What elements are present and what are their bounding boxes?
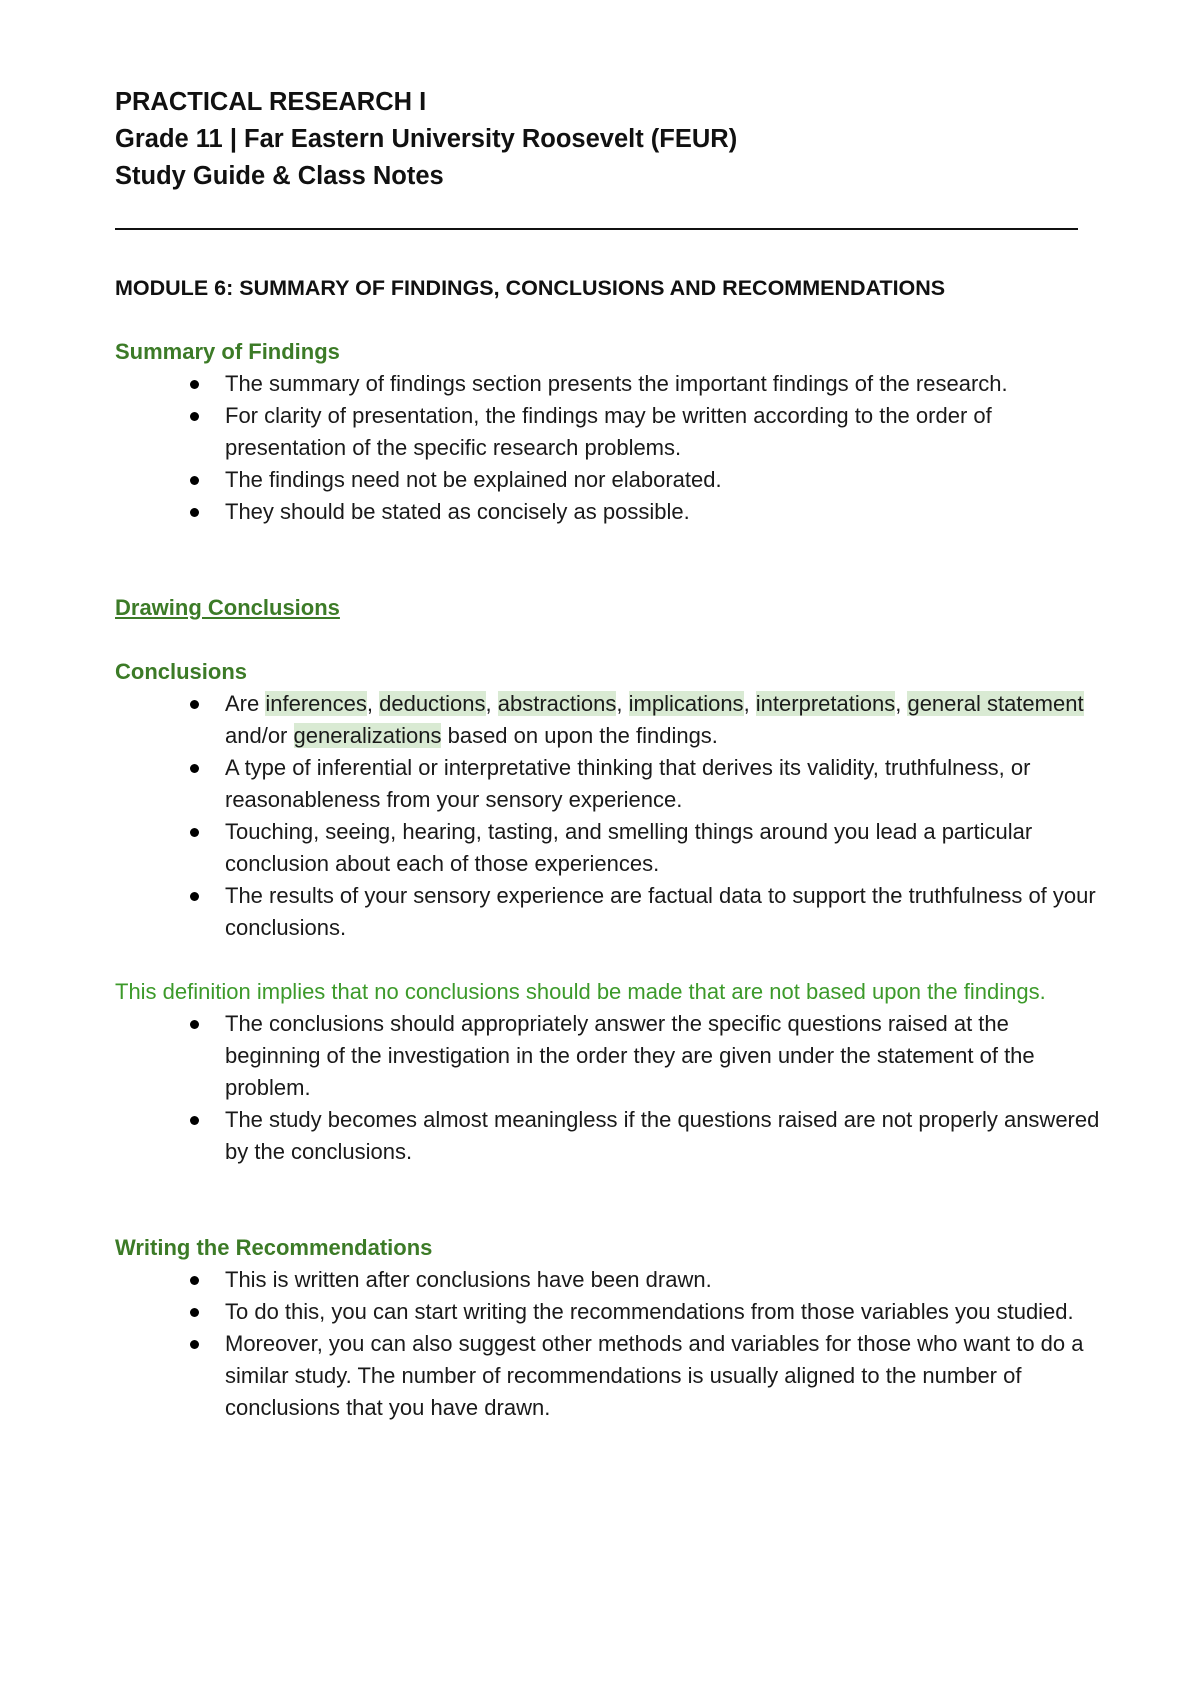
list-item: To do this, you can start writing the recommendations from those variables you studied. bbox=[115, 1296, 1105, 1328]
bullet-icon bbox=[190, 892, 199, 901]
bullet-icon bbox=[190, 828, 199, 837]
header-divider bbox=[115, 228, 1078, 230]
highlighted-term: deductions bbox=[379, 691, 486, 716]
bullet-icon bbox=[190, 700, 199, 709]
conclusions-list bbox=[115, 688, 1115, 944]
bullet-icon bbox=[190, 508, 199, 517]
highlighted-term: implications bbox=[628, 691, 744, 716]
highlighted-term: general statement bbox=[907, 691, 1084, 716]
grade-school-line: Grade 11 | Far Eastern University Roosevelt (FEUR) bbox=[115, 125, 738, 153]
bullet-icon bbox=[190, 1020, 199, 1029]
course-title: PRACTICAL RESEARCH I bbox=[115, 88, 427, 116]
highlighted-term: inferences bbox=[265, 691, 367, 716]
list-item: The summary of findings section presents the important findings of the research. bbox=[115, 368, 1105, 400]
bullet-icon bbox=[190, 1116, 199, 1125]
highlighted-term: generalizations bbox=[293, 723, 442, 748]
recommendations-heading: Writing the Recommendations bbox=[115, 1235, 433, 1260]
list-item: The conclusions should appropriately answer the specific questions raised at the beginning of the investigation in the order they are given under the statement of the problem. bbox=[115, 1008, 1105, 1104]
list-item: The findings need not be explained nor elaborated. bbox=[115, 464, 1105, 496]
list-item: The results of your sensory experience are factual data to support the truthfulness of your conclusions. bbox=[115, 880, 1105, 944]
summary-list bbox=[115, 368, 1115, 528]
document-header bbox=[115, 84, 1085, 195]
guide-subtitle: Study Guide & Class Notes bbox=[115, 162, 444, 190]
list-item: A type of inferential or interpretative thinking that derives its validity, truthfulness, or reasonableness from your sensory experience. bbox=[115, 752, 1105, 816]
bullet-icon bbox=[190, 412, 199, 421]
list-item: This is written after conclusions have been drawn. bbox=[115, 1264, 1105, 1296]
bullet-icon bbox=[190, 380, 199, 389]
definition-list bbox=[115, 1008, 1115, 1168]
bullet-icon bbox=[190, 476, 199, 485]
highlighted-term: abstractions bbox=[497, 691, 617, 716]
list-item: The study becomes almost meaningless if the questions raised are not properly answered by the conclusions. bbox=[115, 1104, 1105, 1168]
recommendations-list bbox=[115, 1264, 1115, 1424]
bullet-icon bbox=[190, 1308, 199, 1317]
list-item: Are inferences, deductions, abstractions, implications, interpretations, general statement and/or generalizations based on upon the findings. bbox=[115, 688, 1105, 752]
list-item: Moreover, you can also suggest other methods and variables for those who want to do a similar study. The number of recommendations is usually aligned to the number of conclusions that you have drawn. bbox=[115, 1328, 1105, 1424]
drawing-conclusions-heading: Drawing Conclusions bbox=[115, 595, 340, 620]
module-title: MODULE 6: SUMMARY OF FINDINGS, CONCLUSIONS AND RECOMMENDATIONS bbox=[115, 276, 946, 300]
highlighted-term: interpretations bbox=[755, 691, 896, 716]
document-body bbox=[115, 272, 1115, 1424]
conclusions-heading: Conclusions bbox=[115, 659, 248, 684]
bullet-icon bbox=[190, 764, 199, 773]
bullet-icon bbox=[190, 1340, 199, 1349]
list-item: Touching, seeing, hearing, tasting, and smelling things around you lead a particular conclusion about each of those experiences. bbox=[115, 816, 1105, 880]
definition-note: This definition implies that no conclusions should be made that are not based upon the findings. bbox=[115, 979, 1046, 1004]
bullet-icon bbox=[190, 1276, 199, 1285]
list-item: For clarity of presentation, the findings may be written according to the order of presentation of the specific research problems. bbox=[115, 400, 1105, 464]
list-item: They should be stated as concisely as possible. bbox=[115, 496, 1105, 528]
summary-heading: Summary of Findings bbox=[115, 339, 340, 364]
